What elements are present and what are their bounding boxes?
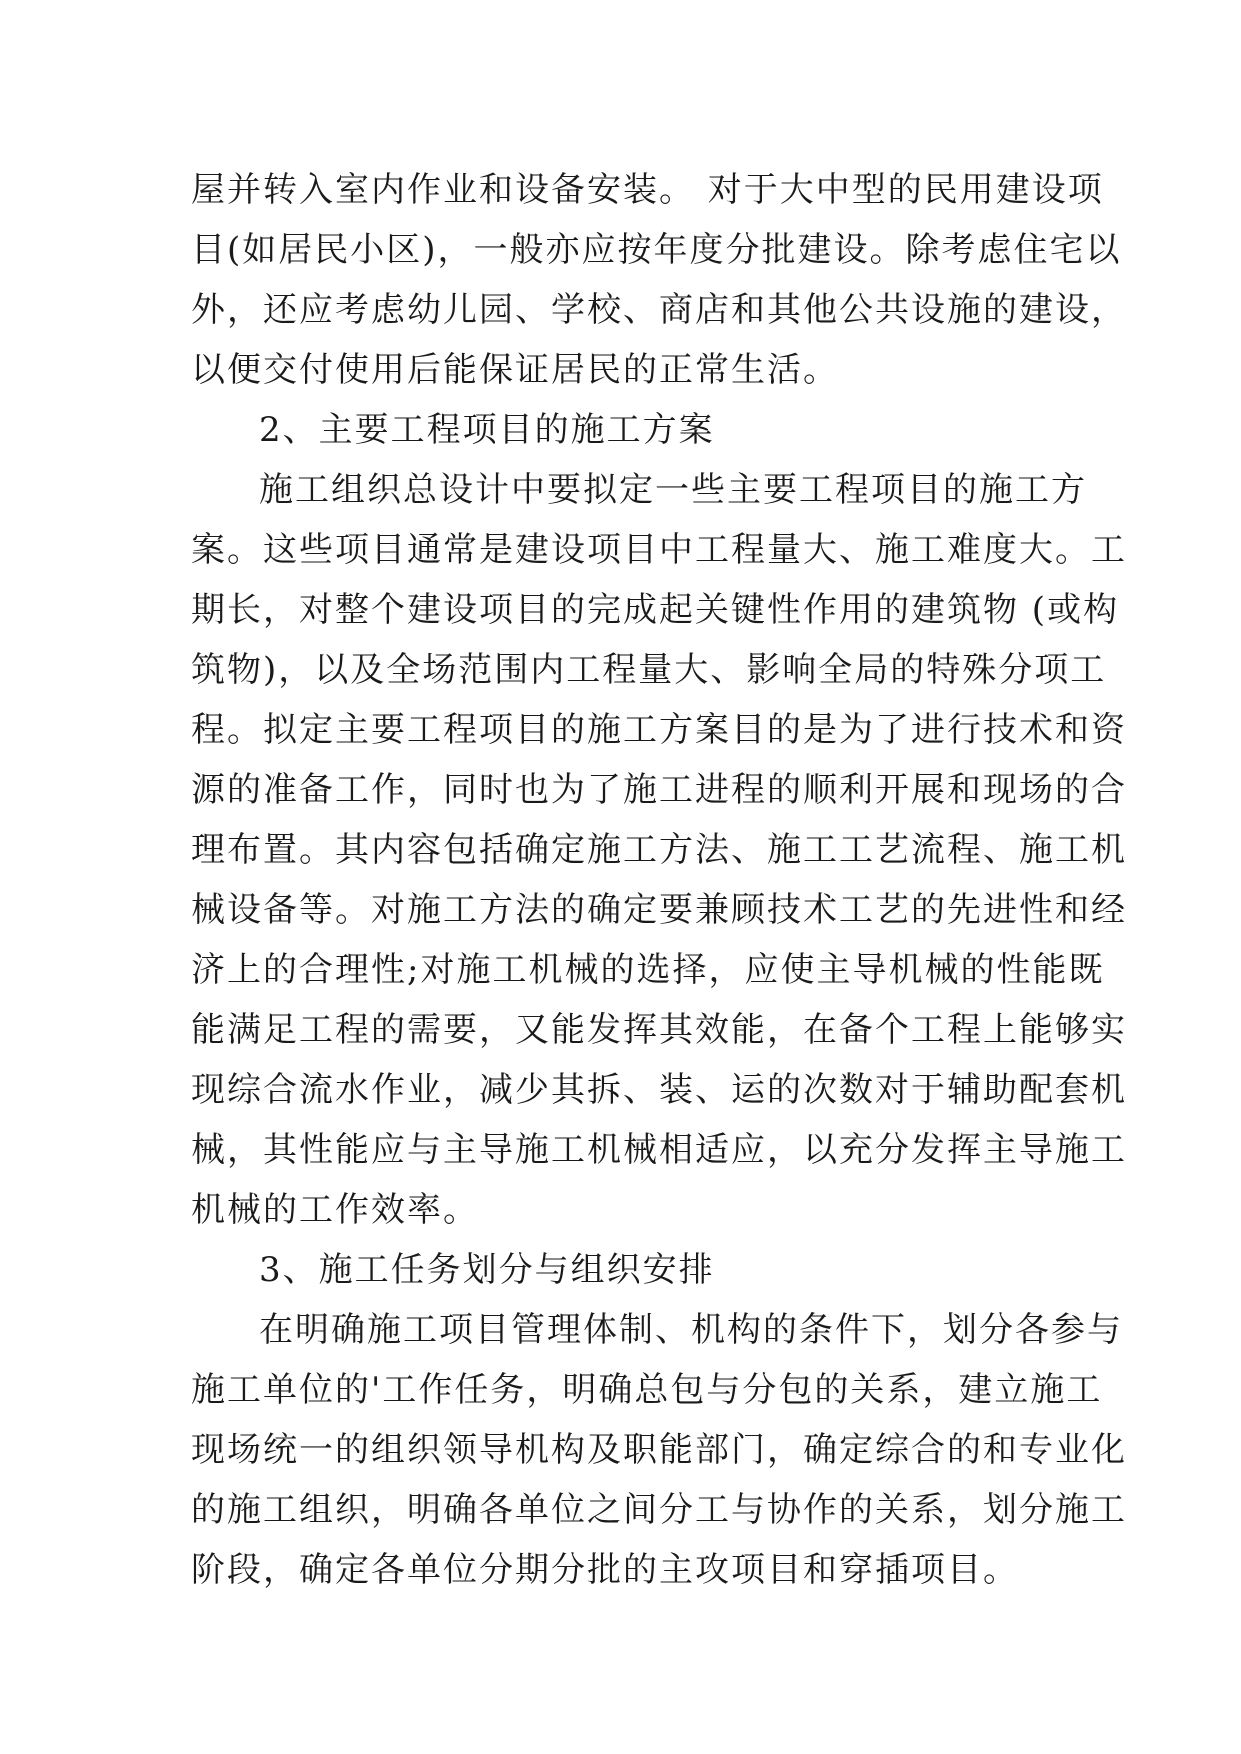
section-heading: 3、施工任务划分与组织安排 — [259, 1250, 715, 1290]
paragraph-line: 屋并转入室内作业和设备安装。 对于大中型的民用建设项 — [191, 170, 1104, 210]
paragraph-line: 目(如居民小区)，一般亦应按年度分批建设。除考虑住宅以 — [191, 230, 1122, 270]
paragraph-line: 在明确施工项目管理体制、机构的条件下，划分各参与 — [259, 1310, 1123, 1350]
paragraph-line: 济上的合理性;对施工机械的选择，应使主导机械的性能既 — [191, 950, 1105, 990]
paragraph-line: 案。这些项目通常是建设项目中工程量大、施工难度大。工 — [191, 530, 1127, 570]
paragraph-line: 施工单位的'工作任务，明确总包与分包的关系，建立施工 — [191, 1370, 1103, 1410]
paragraph-line: 能满足工程的需要，又能发挥其效能，在备个工程上能够实 — [191, 1010, 1127, 1050]
paragraph-line: 械设备等。对施工方法的确定要兼顾技术工艺的先进性和经 — [191, 890, 1127, 930]
paragraph-line: 期长，对整个建设项目的完成起关键性作用的建筑物 (或构 — [191, 590, 1120, 630]
paragraph-line: 外，还应考虑幼儿园、学校、商店和其他公共设施的建设， — [191, 290, 1127, 330]
paragraph-line: 筑物)，以及全场范围内工程量大、影响全局的特殊分项工 — [191, 650, 1107, 690]
paragraph-line: 以便交付使用后能保证居民的正常生活。 — [191, 350, 839, 390]
paragraph-line: 的施工组织，明确各单位之间分工与协作的关系，划分施工 — [191, 1490, 1127, 1530]
section-heading: 2、主要工程项目的施工方案 — [259, 410, 715, 450]
document-body — [191, 160, 1127, 1600]
paragraph-line: 源的准备工作，同时也为了施工进程的顺利开展和现场的合 — [191, 770, 1127, 810]
paragraph-line: 械，其性能应与主导施工机械相适应，以充分发挥主导施工 — [191, 1130, 1127, 1170]
paragraph-line: 现场统一的组织领导机构及职能部门，确定综合的和专业化 — [191, 1430, 1127, 1470]
paragraph-line: 机械的工作效率。 — [191, 1190, 479, 1230]
paragraph-line: 施工组织总设计中要拟定一些主要工程项目的施工方 — [259, 470, 1087, 510]
paragraph-line: 阶段，确定各单位分期分批的主攻项目和穿插项目。 — [191, 1550, 1019, 1590]
paragraph-line: 程。拟定主要工程项目的施工方案目的是为了进行技术和资 — [191, 710, 1127, 750]
paragraph-line: 理布置。其内容包括确定施工方法、施工工艺流程、施工机 — [191, 830, 1127, 870]
paragraph-line: 现综合流水作业，减少其拆、装、运的次数对于辅助配套机 — [191, 1070, 1127, 1110]
